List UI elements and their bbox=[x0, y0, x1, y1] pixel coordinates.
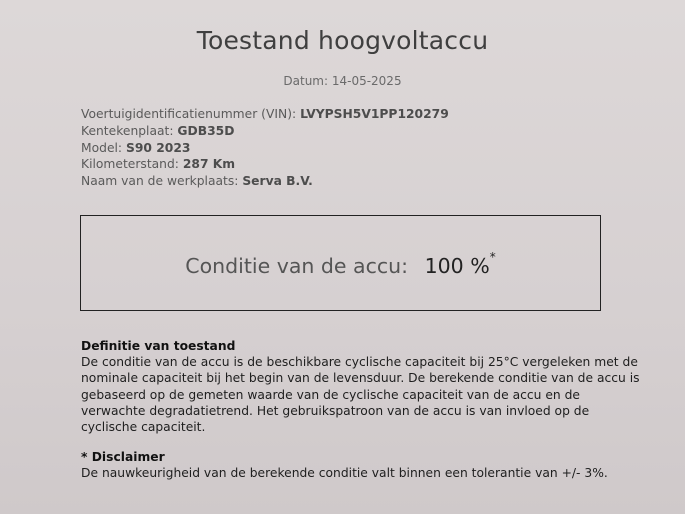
condition-box bbox=[80, 215, 601, 311]
condition-label: Conditie van de accu: bbox=[185, 254, 409, 278]
plate-row bbox=[81, 123, 449, 140]
mileage-row bbox=[81, 156, 449, 173]
page-title: Toestand hoogvoltaccu bbox=[196, 26, 489, 55]
vin-value: LVYPSH5V1PP120279 bbox=[300, 107, 449, 121]
workshop-value: Serva B.V. bbox=[242, 174, 313, 189]
vin-label: Voertuigidentificatienummer (VIN): bbox=[81, 107, 301, 121]
plate-value: GDB35D bbox=[177, 123, 235, 138]
condition-line bbox=[81, 250, 600, 278]
vin-row bbox=[81, 106, 449, 123]
mileage-value: 287 Km bbox=[182, 157, 236, 172]
vehicle-info bbox=[81, 106, 449, 190]
definition-text: De conditie van de accu is de beschikbare cyclische capaciteit bij 25°C vergeleken met de nominale capaciteit bij het begin van de levensduur. De berekende conditie van de accu is gebaseerd op de gemeten waarde van de cyclische capaciteit van de accu en de verwachte degradatietrend. Het gebruikspatroon van de accu is van invloed op de cyclische capaciteit. bbox=[81, 355, 640, 435]
model-label: Model: bbox=[81, 140, 126, 155]
disclaimer-text: De nauwkeurigheid van de berekende conditie valt binnen een tolerantie van +/- 3%. bbox=[81, 466, 608, 481]
model-row bbox=[81, 140, 449, 157]
workshop-label: Naam van de werkplaats: bbox=[81, 174, 243, 189]
condition-value: 100 % bbox=[424, 254, 490, 278]
report-date: Datum: 14-05-2025 bbox=[283, 74, 402, 88]
mileage-label: Kilometerstand: bbox=[81, 157, 183, 172]
definition-section bbox=[81, 338, 641, 482]
disclaimer-heading: * Disclaimer bbox=[81, 450, 165, 465]
model-value: S90 2023 bbox=[125, 140, 191, 155]
plate-label: Kentekenplaat: bbox=[81, 123, 178, 138]
condition-footnote-mark: * bbox=[489, 250, 496, 265]
workshop-row bbox=[81, 173, 449, 190]
definition-heading: Definitie van toestand bbox=[81, 339, 236, 353]
